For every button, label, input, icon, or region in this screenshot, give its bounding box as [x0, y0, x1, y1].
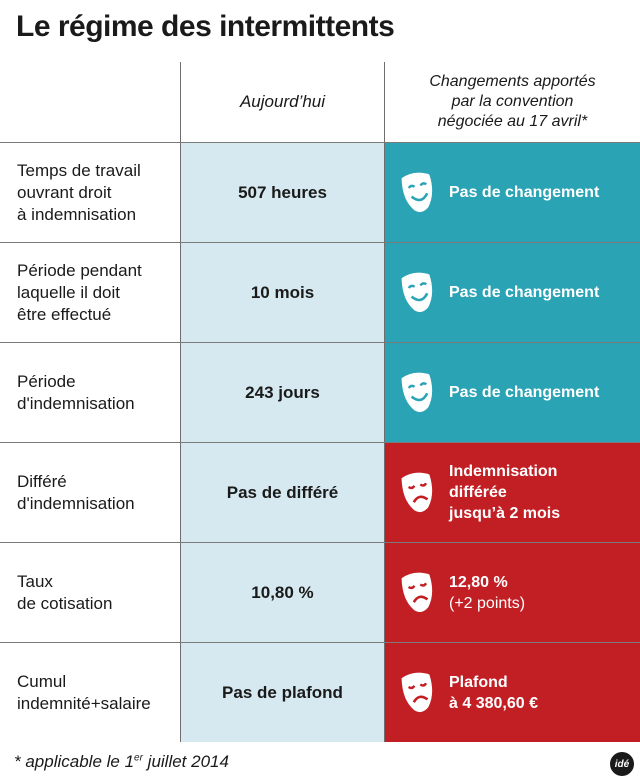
footnote-suffix: juillet 2014 [142, 752, 229, 771]
table-header [0, 62, 640, 142]
row-label-line: ouvrant droit [17, 182, 112, 202]
row-label-line: Période pendant [17, 260, 142, 280]
row-label-line: Taux [17, 571, 53, 591]
table-row [0, 242, 640, 342]
footnote-sup: er [134, 752, 143, 764]
row-change-cell [384, 343, 640, 442]
page-title: Le régime des intermittents [16, 10, 395, 43]
row-change-text [449, 382, 599, 403]
row-change-sub: (+2 points) [449, 594, 526, 612]
row-today-value: 507 heures [180, 143, 384, 242]
row-label [0, 543, 180, 642]
happy-mask-icon [399, 271, 439, 315]
comparison-table [0, 62, 640, 742]
row-today-value: Pas de plafond [180, 643, 384, 742]
row-label-line: Cumul [17, 671, 67, 691]
row-today-value: 10,80 % [180, 543, 384, 642]
table-row [0, 542, 640, 642]
row-change-text [449, 461, 560, 524]
row-change-line: jusqu’à 2 mois [449, 505, 561, 522]
row-label [0, 143, 180, 242]
happy-mask-icon [399, 371, 439, 415]
row-label [0, 443, 180, 542]
row-today-value: 10 mois [180, 243, 384, 342]
row-change-line: Indemnisation [449, 463, 558, 480]
sad-mask-icon [399, 671, 439, 715]
row-label-line: indemnité+salaire [17, 693, 151, 713]
row-label [0, 243, 180, 342]
header-changes-line3: négociée au 17 avril* [437, 113, 588, 130]
ide-logo: idé [610, 752, 634, 776]
row-label [0, 343, 180, 442]
row-label-line: d'indemnisation [17, 493, 135, 513]
row-today-value: 243 jours [180, 343, 384, 442]
table-row [0, 642, 640, 742]
row-label-line: de cotisation [17, 593, 113, 613]
row-today-value: Pas de différé [180, 443, 384, 542]
row-change-line: Pas de changement [449, 184, 600, 201]
header-changes [384, 62, 640, 142]
row-change-line: Pas de changement [449, 284, 600, 301]
row-change-text [449, 572, 525, 614]
header-today: Aujourd’hui [180, 62, 384, 142]
row-change-line: à 4 380,60 € [449, 694, 538, 712]
row-change-text [449, 182, 599, 203]
row-change-line: 12,80 % [449, 573, 508, 591]
row-label-line: Différé [17, 471, 67, 491]
footnote-prefix: * applicable le 1 [14, 752, 135, 771]
row-change-cell [384, 643, 640, 742]
row-change-cell [384, 243, 640, 342]
sad-mask-icon [399, 471, 439, 515]
row-change-text [449, 282, 599, 303]
table-row [0, 142, 640, 242]
row-change-cell [384, 443, 640, 542]
row-change-text [449, 672, 538, 714]
row-label-line: Période [17, 371, 76, 391]
row-label-line: laquelle il doit [17, 282, 121, 302]
happy-mask-icon [399, 171, 439, 215]
table-row [0, 442, 640, 542]
table-row [0, 342, 640, 442]
table-body [0, 142, 640, 742]
row-label-line: Temps de travail [17, 160, 141, 180]
footnote [14, 752, 229, 772]
row-label-line: d'indemnisation [17, 393, 135, 413]
row-label [0, 643, 180, 742]
header-changes-line1: Changements apportés [429, 73, 596, 90]
row-label-line: être effectué [17, 304, 112, 324]
row-change-cell [384, 543, 640, 642]
row-change-line: Pas de changement [449, 384, 600, 401]
row-change-line: différée [449, 484, 507, 501]
row-label-line: à indemnisation [17, 204, 137, 224]
sad-mask-icon [399, 571, 439, 615]
header-changes-line2: par la convention [451, 93, 574, 110]
row-change-cell [384, 143, 640, 242]
row-change-line: Plafond [449, 673, 508, 691]
